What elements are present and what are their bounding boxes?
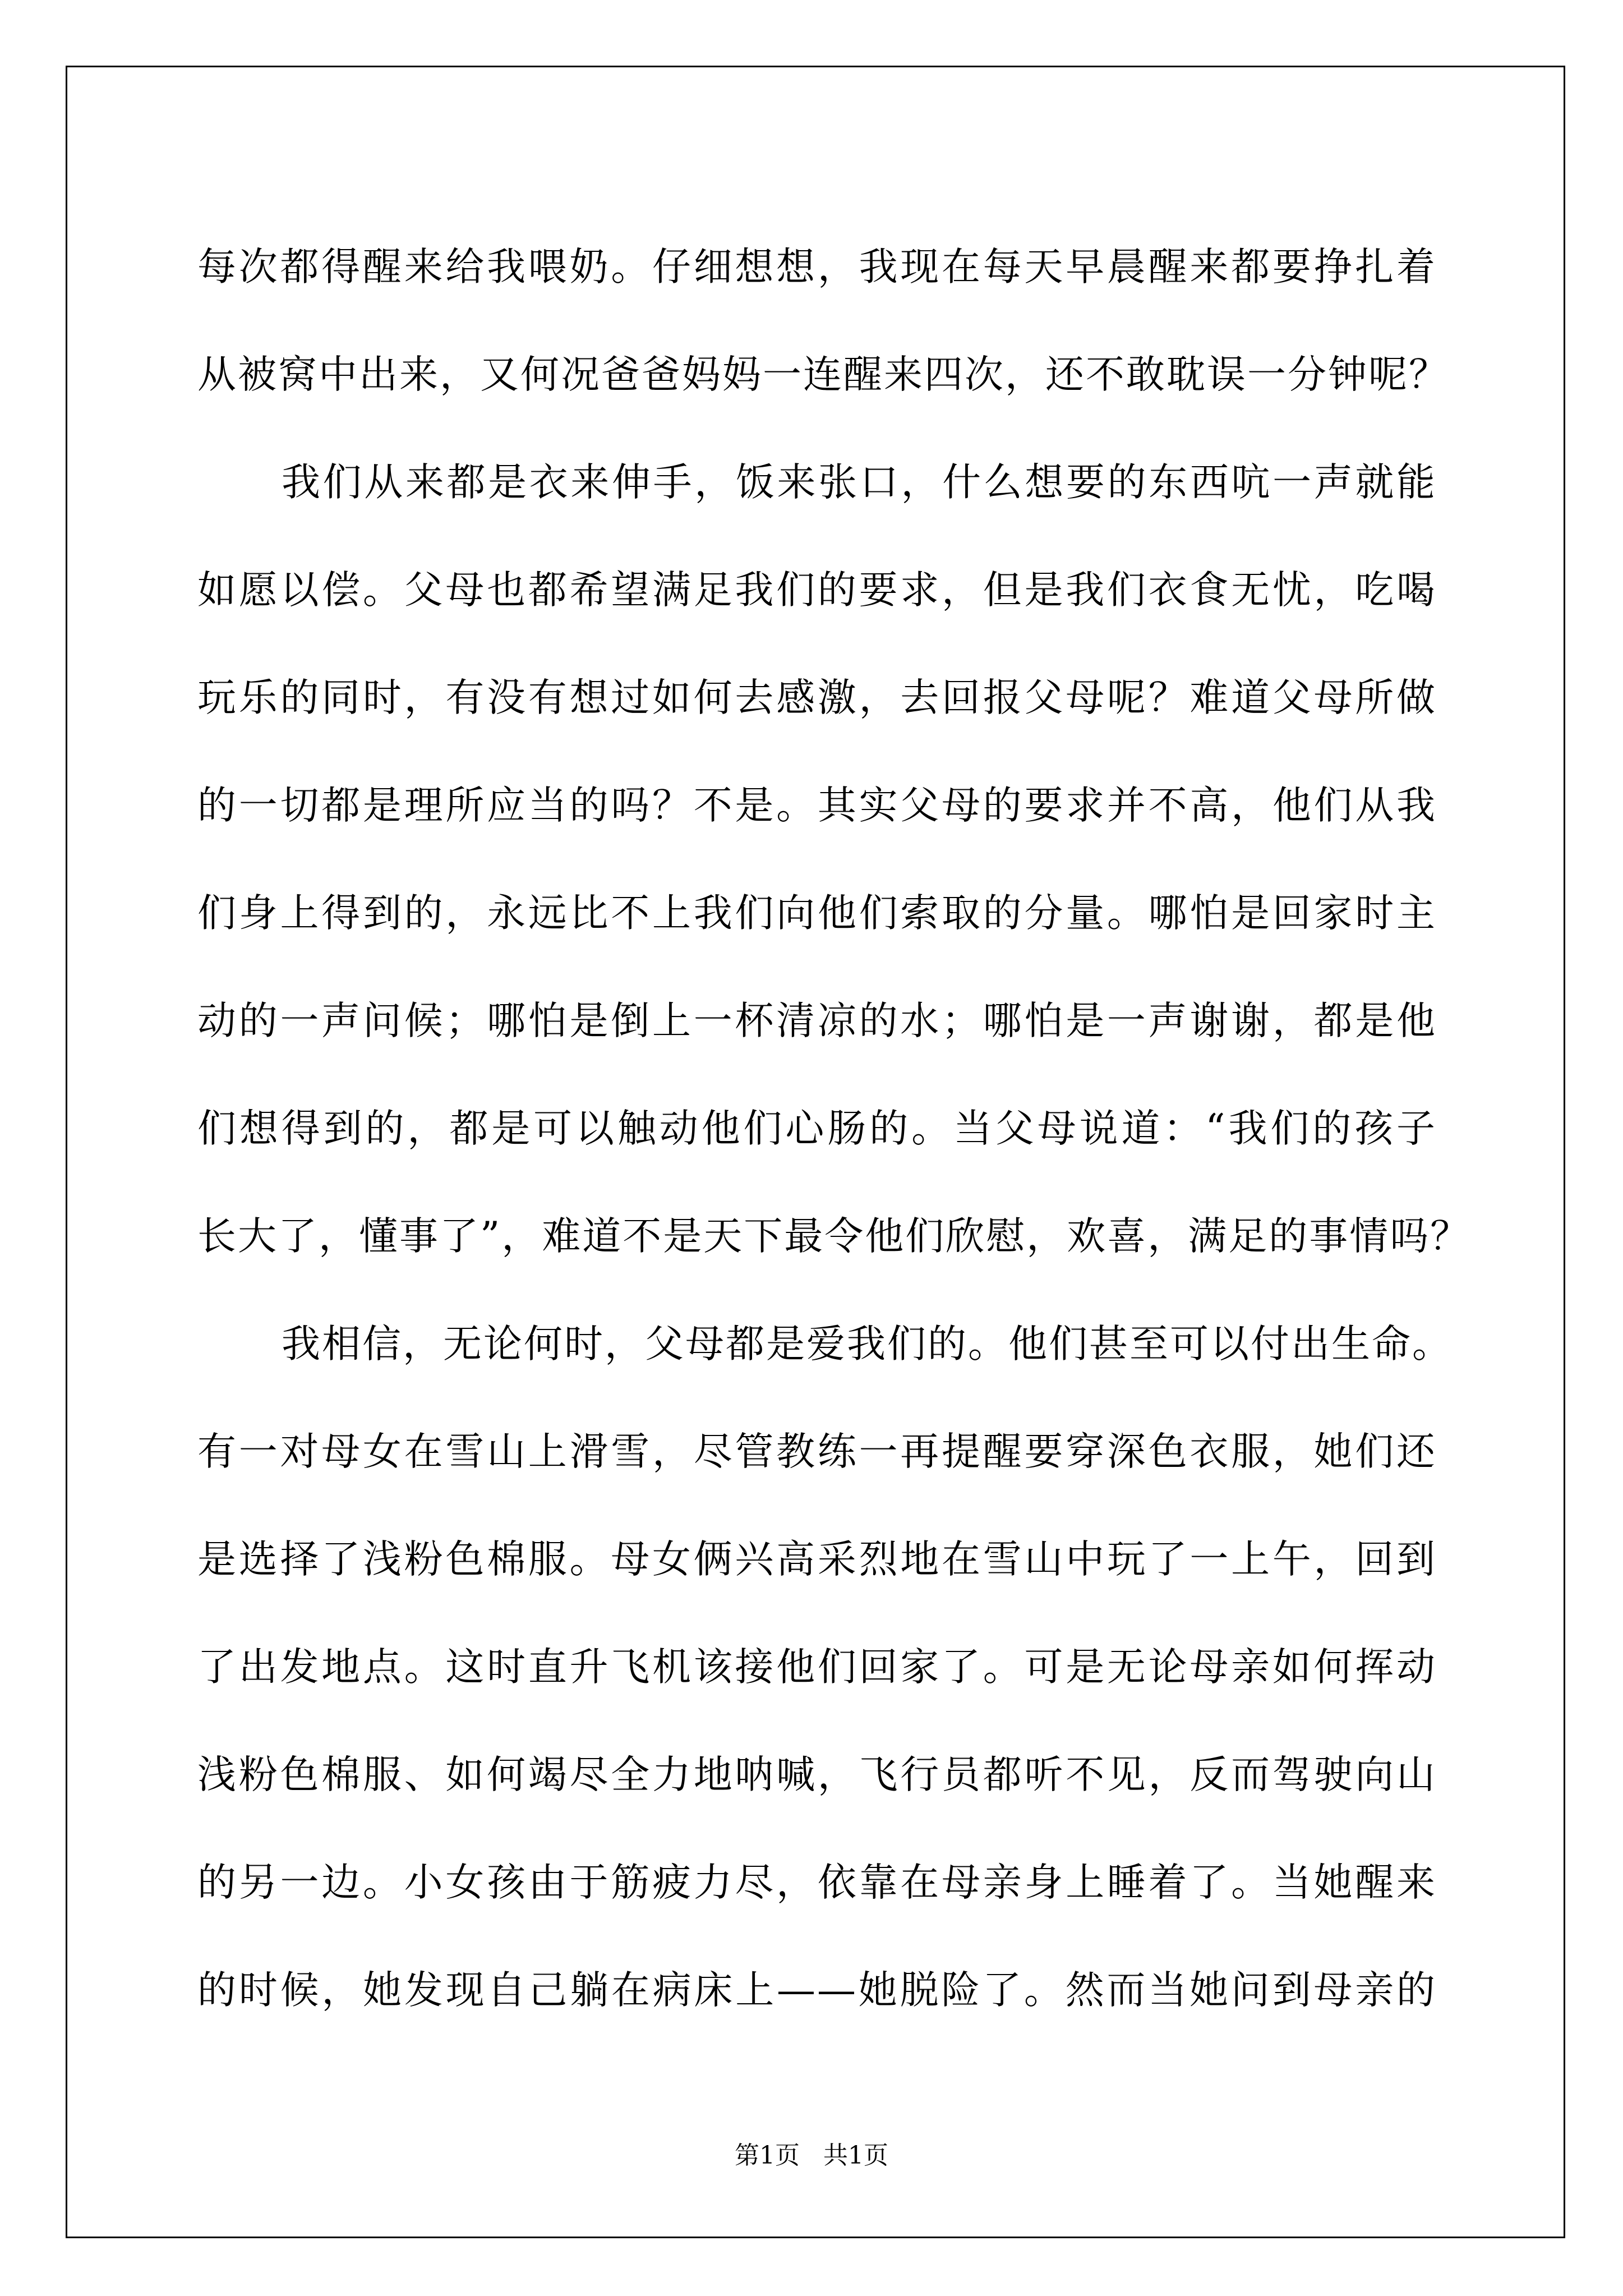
text-line: 有一对母女在雪山上滑雪，尽管教练一再提醒要穿深色衣服，她们还 [197,1429,1437,1474]
text-line: 的时候，她发现自己躺在病床上——她脱险了。然而当她问到母亲的 [197,1968,1437,2013]
text-line: 们身上得到的，永远比不上我们向他们索取的分量。哪怕是回家时主 [197,891,1437,936]
text-line: 了出发地点。这时直升飞机该接他们回家了。可是无论母亲如何挥动 [197,1645,1437,1690]
text-line: 是选择了浅粉色棉服。母女俩兴高采烈地在雪山中玩了一上午，回到 [197,1537,1437,1582]
text-line: 们想得到的，都是可以触动他们心肠的。当父母说道：“我们的孩子 [197,1106,1437,1151]
text-line: 浅粉色棉服、如何竭尽全力地呐喊，飞行员都听不见，反而驾驶向山 [197,1752,1437,1797]
paragraph-start-line: 我们从来都是衣来伸手，饭来张口，什么想要的东西吭一声就能 [282,460,1437,505]
text-line: 每次都得醒来给我喂奶。仔细想想，我现在每天早晨醒来都要挣扎着 [197,245,1437,289]
text-line: 动的一声问候；哪怕是倒上一杯清凉的水；哪怕是一声谢谢，都是他 [197,999,1437,1043]
document-body [197,213,1471,2044]
paragraph-start-line: 我相信，无论何时，父母都是爱我们的。他们甚至可以付出生命。 [282,1322,1453,1366]
text-line: 从被窝中出来，又何况爸爸妈妈一连醒来四次，还不敢耽误一分钟呢？ [197,352,1449,397]
text-line: 的另一边。小女孩由于筋疲力尽，依靠在母亲身上睡着了。当她醒来 [197,1860,1437,1905]
page-number-footer: 第1页 共1页 [735,2141,888,2170]
text-line: 长大了，懂事了”，难道不是天下最令他们欣慰，欢喜，满足的事情吗？ [197,1214,1471,1259]
text-line: 如愿以偿。父母也都希望满足我们的要求，但是我们衣食无忧，吃喝 [197,568,1437,613]
text-line: 的一切都是理所应当的吗？不是。其实父母的要求并不高，他们从我 [197,783,1437,828]
text-line: 玩乐的同时，有没有想过如何去感激，去回报父母呢？难道父母所做 [197,675,1437,720]
